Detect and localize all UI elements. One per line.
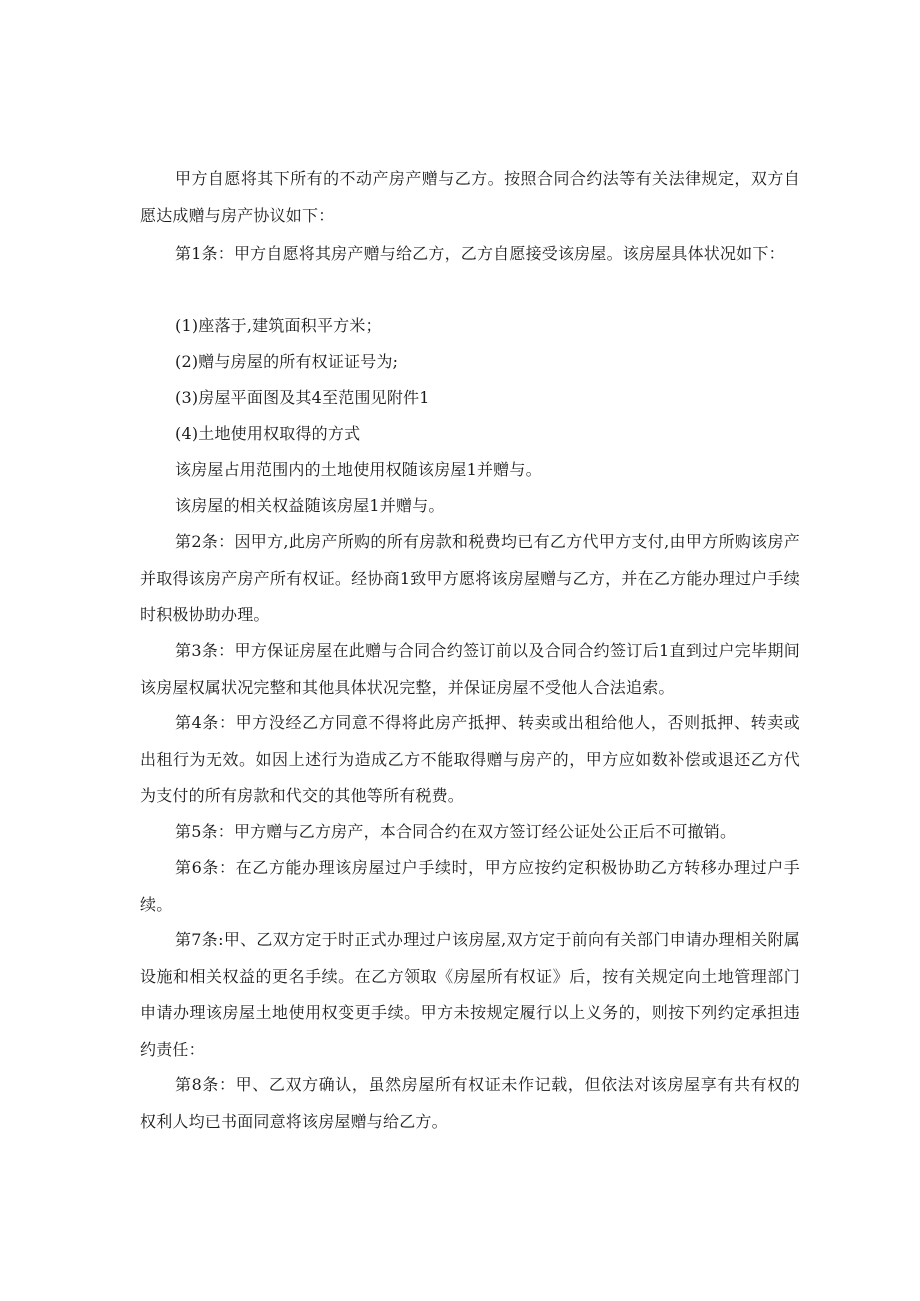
paragraph-article-4: 第4条：甲方没经乙方同意不得将此房产抵押、转卖或出租给他人，否则抵押、转卖或出租行为无效。如因上述行为造成乙方不能取得赠与房产的，甲方应如数补偿或退还乙方代为支付的所有房款和代交的其他等所有税费。 xyxy=(140,713,800,805)
paragraph-article-7: 第7条:甲、乙双方定于时正式办理过户该房屋,双方定于前向有关部门申请办理相关附属设施和相关权益的更名手续。在乙方领取《房屋所有权证》后，按有关规定向土地管理部门申请办理该房屋土地使用权变更手续。甲方未按规定履行以上义务的，则按下列约定承担违约责任： xyxy=(140,930,800,1059)
paragraph-article-6: 第6条：在乙方能办理该房屋过户手续时，甲方应按约定积极协助乙方转移办理过户手续。 xyxy=(140,858,800,914)
paragraph-related-rights: 该房屋的相关权益随该房屋1并赠与。 xyxy=(175,496,445,515)
paragraph-item-4: (4)土地使用权取得的方式 xyxy=(175,424,361,443)
paragraph-intro: 甲方自愿将其下所有的不动产房产赠与乙方。按照合同合约法等有关法律规定，双方自愿达成赠与房产协议如下： xyxy=(140,169,800,225)
paragraph-article-2: 第2条：因甲方,此房产所购的所有房款和税费均已有乙方代甲方支付,由甲方所购该房产并取得该房产房产所有权证。经协商1致甲方愿将该房屋赠与乙方，并在乙方能办理过户手续时积极协助办理。 xyxy=(140,532,800,624)
paragraph-item-2: (2)赠与房屋的所有权证证号为; xyxy=(175,352,399,371)
paragraph-item-3: (3)房屋平面图及其4至范围见附件1 xyxy=(175,388,430,407)
paragraph-article-5: 第5条：甲方赠与乙方房产，本合同合约在双方签订经公证处公正后不可撤销。 xyxy=(175,822,737,841)
paragraph-article-3: 第3条：甲方保证房屋在此赠与合同合约签订前以及合同合约签订后1直到过户完毕期间该房屋权属状况完整和其他具体状况完整，并保证房屋不受他人合法追索。 xyxy=(140,641,800,697)
paragraph-item-1: (1)座落于,建筑面积平方米； xyxy=(175,316,382,335)
paragraph-article-8: 第8条：甲、乙双方确认，虽然房屋所有权证未作记载，但依法对该房屋享有共有权的权利人均已书面同意将该房屋赠与给乙方。 xyxy=(140,1075,800,1131)
paragraph-article-1: 第1条：甲方自愿将其房产赠与给乙方，乙方自愿接受该房屋。该房屋具体状况如下： xyxy=(175,244,785,263)
paragraph-land-rights: 该房屋占用范围内的土地使用权随该房屋1并赠与。 xyxy=(175,460,542,479)
